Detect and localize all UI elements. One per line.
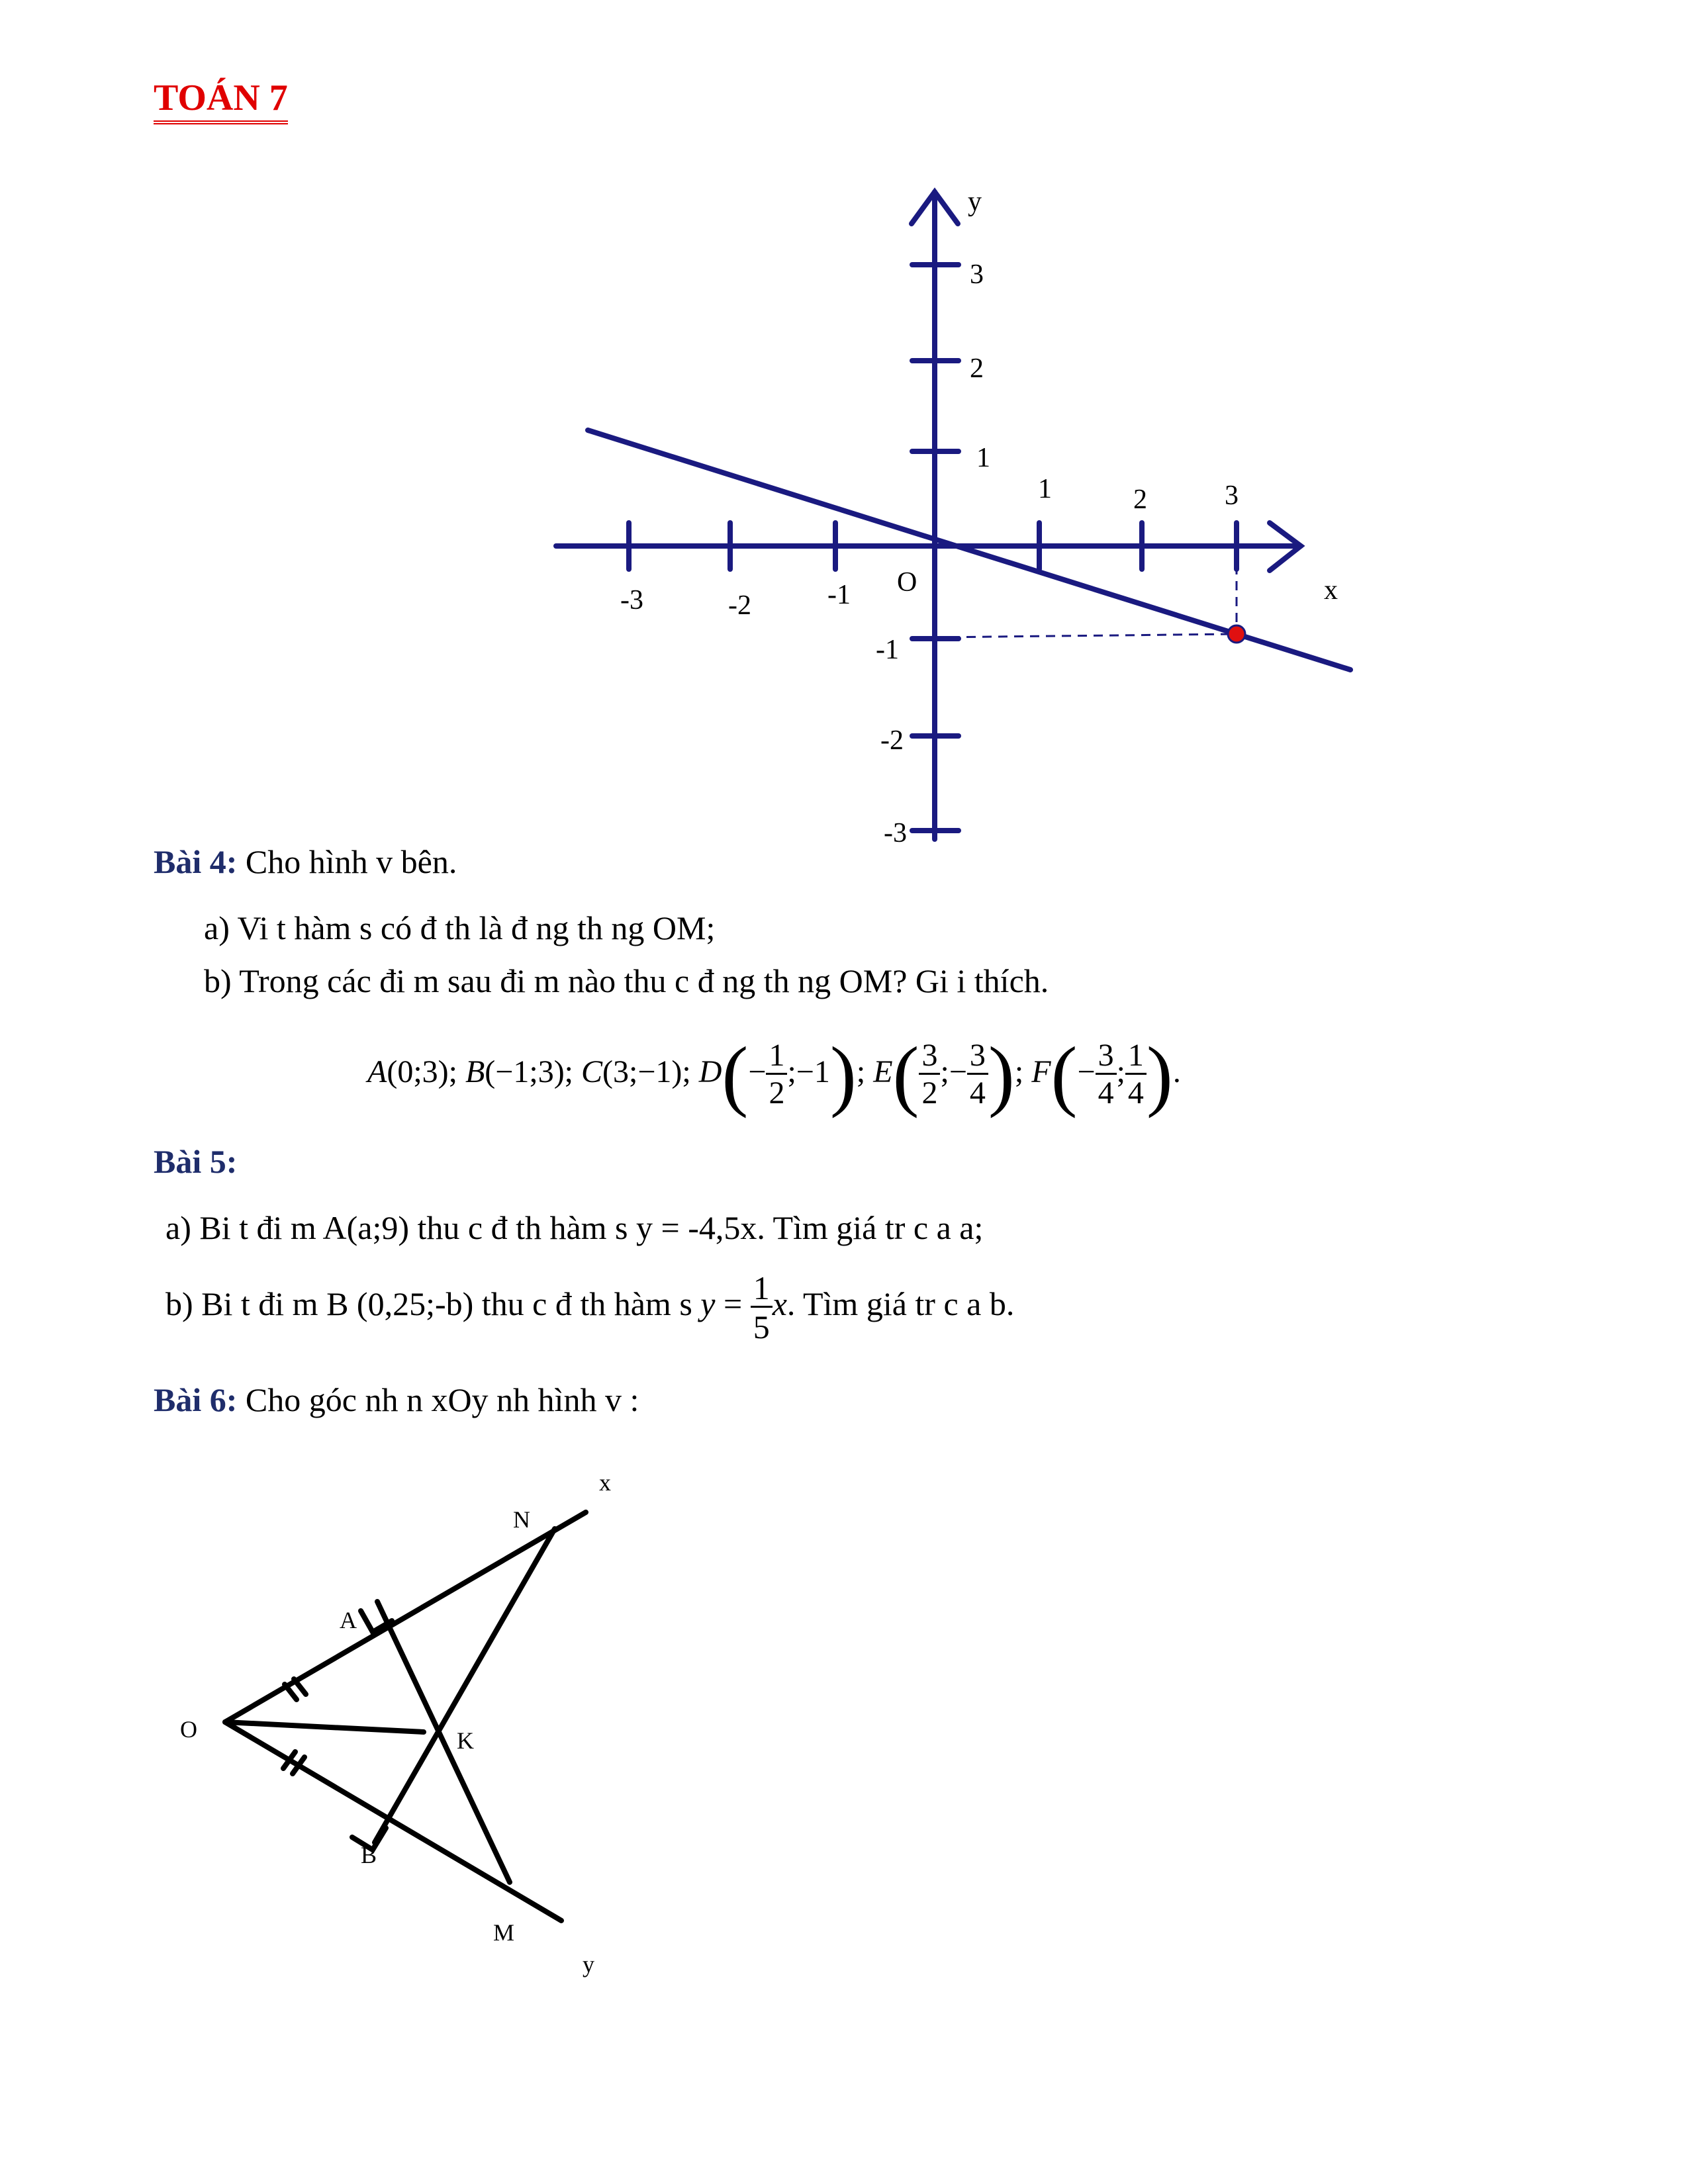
x-tick-label: -2: [728, 590, 751, 621]
bai5-heading: [154, 1142, 237, 1181]
bai4-item-a: a) Vi t hàm s có đ th là đ ng th ng OM;: [204, 909, 716, 946]
fraction-numerator: 1: [766, 1040, 787, 1075]
point-f-mid: ;: [1116, 1054, 1125, 1089]
point-f-fraction-2: [1125, 1040, 1147, 1109]
bai4-item-b: b) Trong các đi m sau đi m nào thu c đ ng th ng OM? Gi i thích.: [204, 962, 1049, 999]
point-d-rest: ;−1: [787, 1054, 830, 1089]
fraction-denominator: 5: [753, 1308, 770, 1346]
origin-label: O: [897, 567, 917, 598]
x-tick-label: 3: [1225, 480, 1239, 511]
x-tick-label: -3: [620, 585, 643, 615]
x-tick-label: 1: [1038, 474, 1052, 504]
bai5-b-y: y: [700, 1285, 716, 1322]
point-a-label: A: [340, 1607, 357, 1633]
point-c-value: (3;−1);: [602, 1054, 691, 1089]
fraction-numerator: 3: [1096, 1040, 1117, 1075]
bai4-text: Cho hình v bên.: [237, 843, 457, 880]
point-f-sign: −: [1077, 1054, 1096, 1089]
bai4-label: Bài 4:: [154, 843, 238, 880]
separator: ;: [856, 1054, 866, 1089]
y-axis-label: y: [968, 187, 982, 217]
bai6-label: Bài 6:: [154, 1381, 238, 1418]
fraction-numerator: 1: [1125, 1040, 1147, 1075]
ray-ox: [225, 1512, 586, 1722]
ray-y-label: y: [583, 1951, 594, 1978]
y-tick-label: -1: [876, 635, 899, 665]
fraction-numerator: 3: [967, 1040, 988, 1075]
angle-diagram: [0, 1443, 662, 2005]
paren-close: ): [988, 1030, 1015, 1118]
ray-x-label: x: [599, 1469, 611, 1496]
y-tick-label: -3: [884, 818, 907, 848]
point-e-fraction-1: [919, 1040, 940, 1109]
coordinate-graph: [0, 0, 1688, 860]
point-b-value: (−1;3);: [485, 1054, 574, 1089]
fraction-numerator: 1: [751, 1271, 773, 1308]
page-title: TOÁN 7: [154, 78, 288, 124]
fraction-denominator: 2: [769, 1075, 785, 1111]
segment-ok: [225, 1722, 424, 1732]
point-n-label: N: [513, 1506, 530, 1533]
point-f-fraction-1: [1096, 1040, 1117, 1109]
end-period: .: [1172, 1054, 1181, 1089]
bai5-b-text: b) Bi t đi m B (0,25;-b) thu c đ th hàm s: [165, 1285, 701, 1322]
bai5-b-x: x: [772, 1285, 787, 1322]
bai5-item-a: a) Bi t đi m A(a;9) thu c đ th hàm s y = -4,5x. Tìm giá tr c a a;: [165, 1209, 984, 1246]
dashed-guide-horizontal: [935, 634, 1237, 637]
point-b-label: B: [361, 1842, 377, 1868]
fraction-denominator: 4: [1098, 1075, 1114, 1111]
bai5-item-b: [165, 1257, 1014, 1350]
bai5-label: Bài 5:: [154, 1143, 238, 1180]
paren-open: (: [722, 1030, 749, 1118]
bai6-heading: [154, 1380, 639, 1420]
fraction-denominator: 4: [969, 1075, 986, 1111]
separator: ;: [1014, 1054, 1024, 1089]
y-tick-label: 2: [970, 353, 984, 384]
y-tick-label: 3: [970, 259, 984, 290]
paren-close: ): [829, 1030, 857, 1118]
bai5-b-fraction: [751, 1269, 773, 1346]
bai5-b-end: . Tìm giá tr c a b.: [786, 1285, 1015, 1322]
y-tick-label: -2: [880, 725, 904, 756]
point-a-value: (0;3);: [387, 1054, 457, 1089]
point-k-label: K: [457, 1727, 474, 1754]
ray-oy: [225, 1722, 561, 1921]
segment-nb: [375, 1529, 555, 1843]
point-b-name: B: [465, 1054, 485, 1089]
bai4-point-list: [367, 1023, 1181, 1128]
point-d-name: D: [698, 1054, 722, 1089]
point-o-label: O: [180, 1716, 197, 1743]
point-c-name: C: [581, 1054, 603, 1089]
point-e-mid: ;−: [940, 1054, 967, 1089]
x-tick-label: -1: [827, 580, 851, 610]
point-e-fraction-2: [967, 1040, 988, 1109]
bai5-b-eq: =: [715, 1285, 751, 1322]
paren-close: ): [1146, 1030, 1173, 1118]
y-tick-label: 1: [976, 443, 990, 473]
point-m-label: M: [493, 1919, 515, 1946]
point-d-sign: −: [748, 1054, 767, 1089]
point-e-name: E: [873, 1054, 893, 1089]
bai4-heading: [154, 842, 457, 882]
x-tick-label: 2: [1133, 484, 1147, 515]
point-f-name: F: [1031, 1054, 1051, 1089]
bai6-text: Cho góc nh n xOy nh hình v :: [237, 1381, 639, 1418]
point-d-fraction: [766, 1040, 787, 1109]
fraction-denominator: 4: [1127, 1075, 1144, 1111]
fraction-numerator: 3: [919, 1040, 940, 1075]
paren-open: (: [1051, 1030, 1078, 1118]
point-m-marker: [1228, 625, 1245, 643]
fraction-denominator: 2: [921, 1075, 938, 1111]
point-a-name: A: [367, 1054, 387, 1089]
paren-open: (: [892, 1030, 919, 1118]
x-axis-label: x: [1324, 575, 1338, 606]
